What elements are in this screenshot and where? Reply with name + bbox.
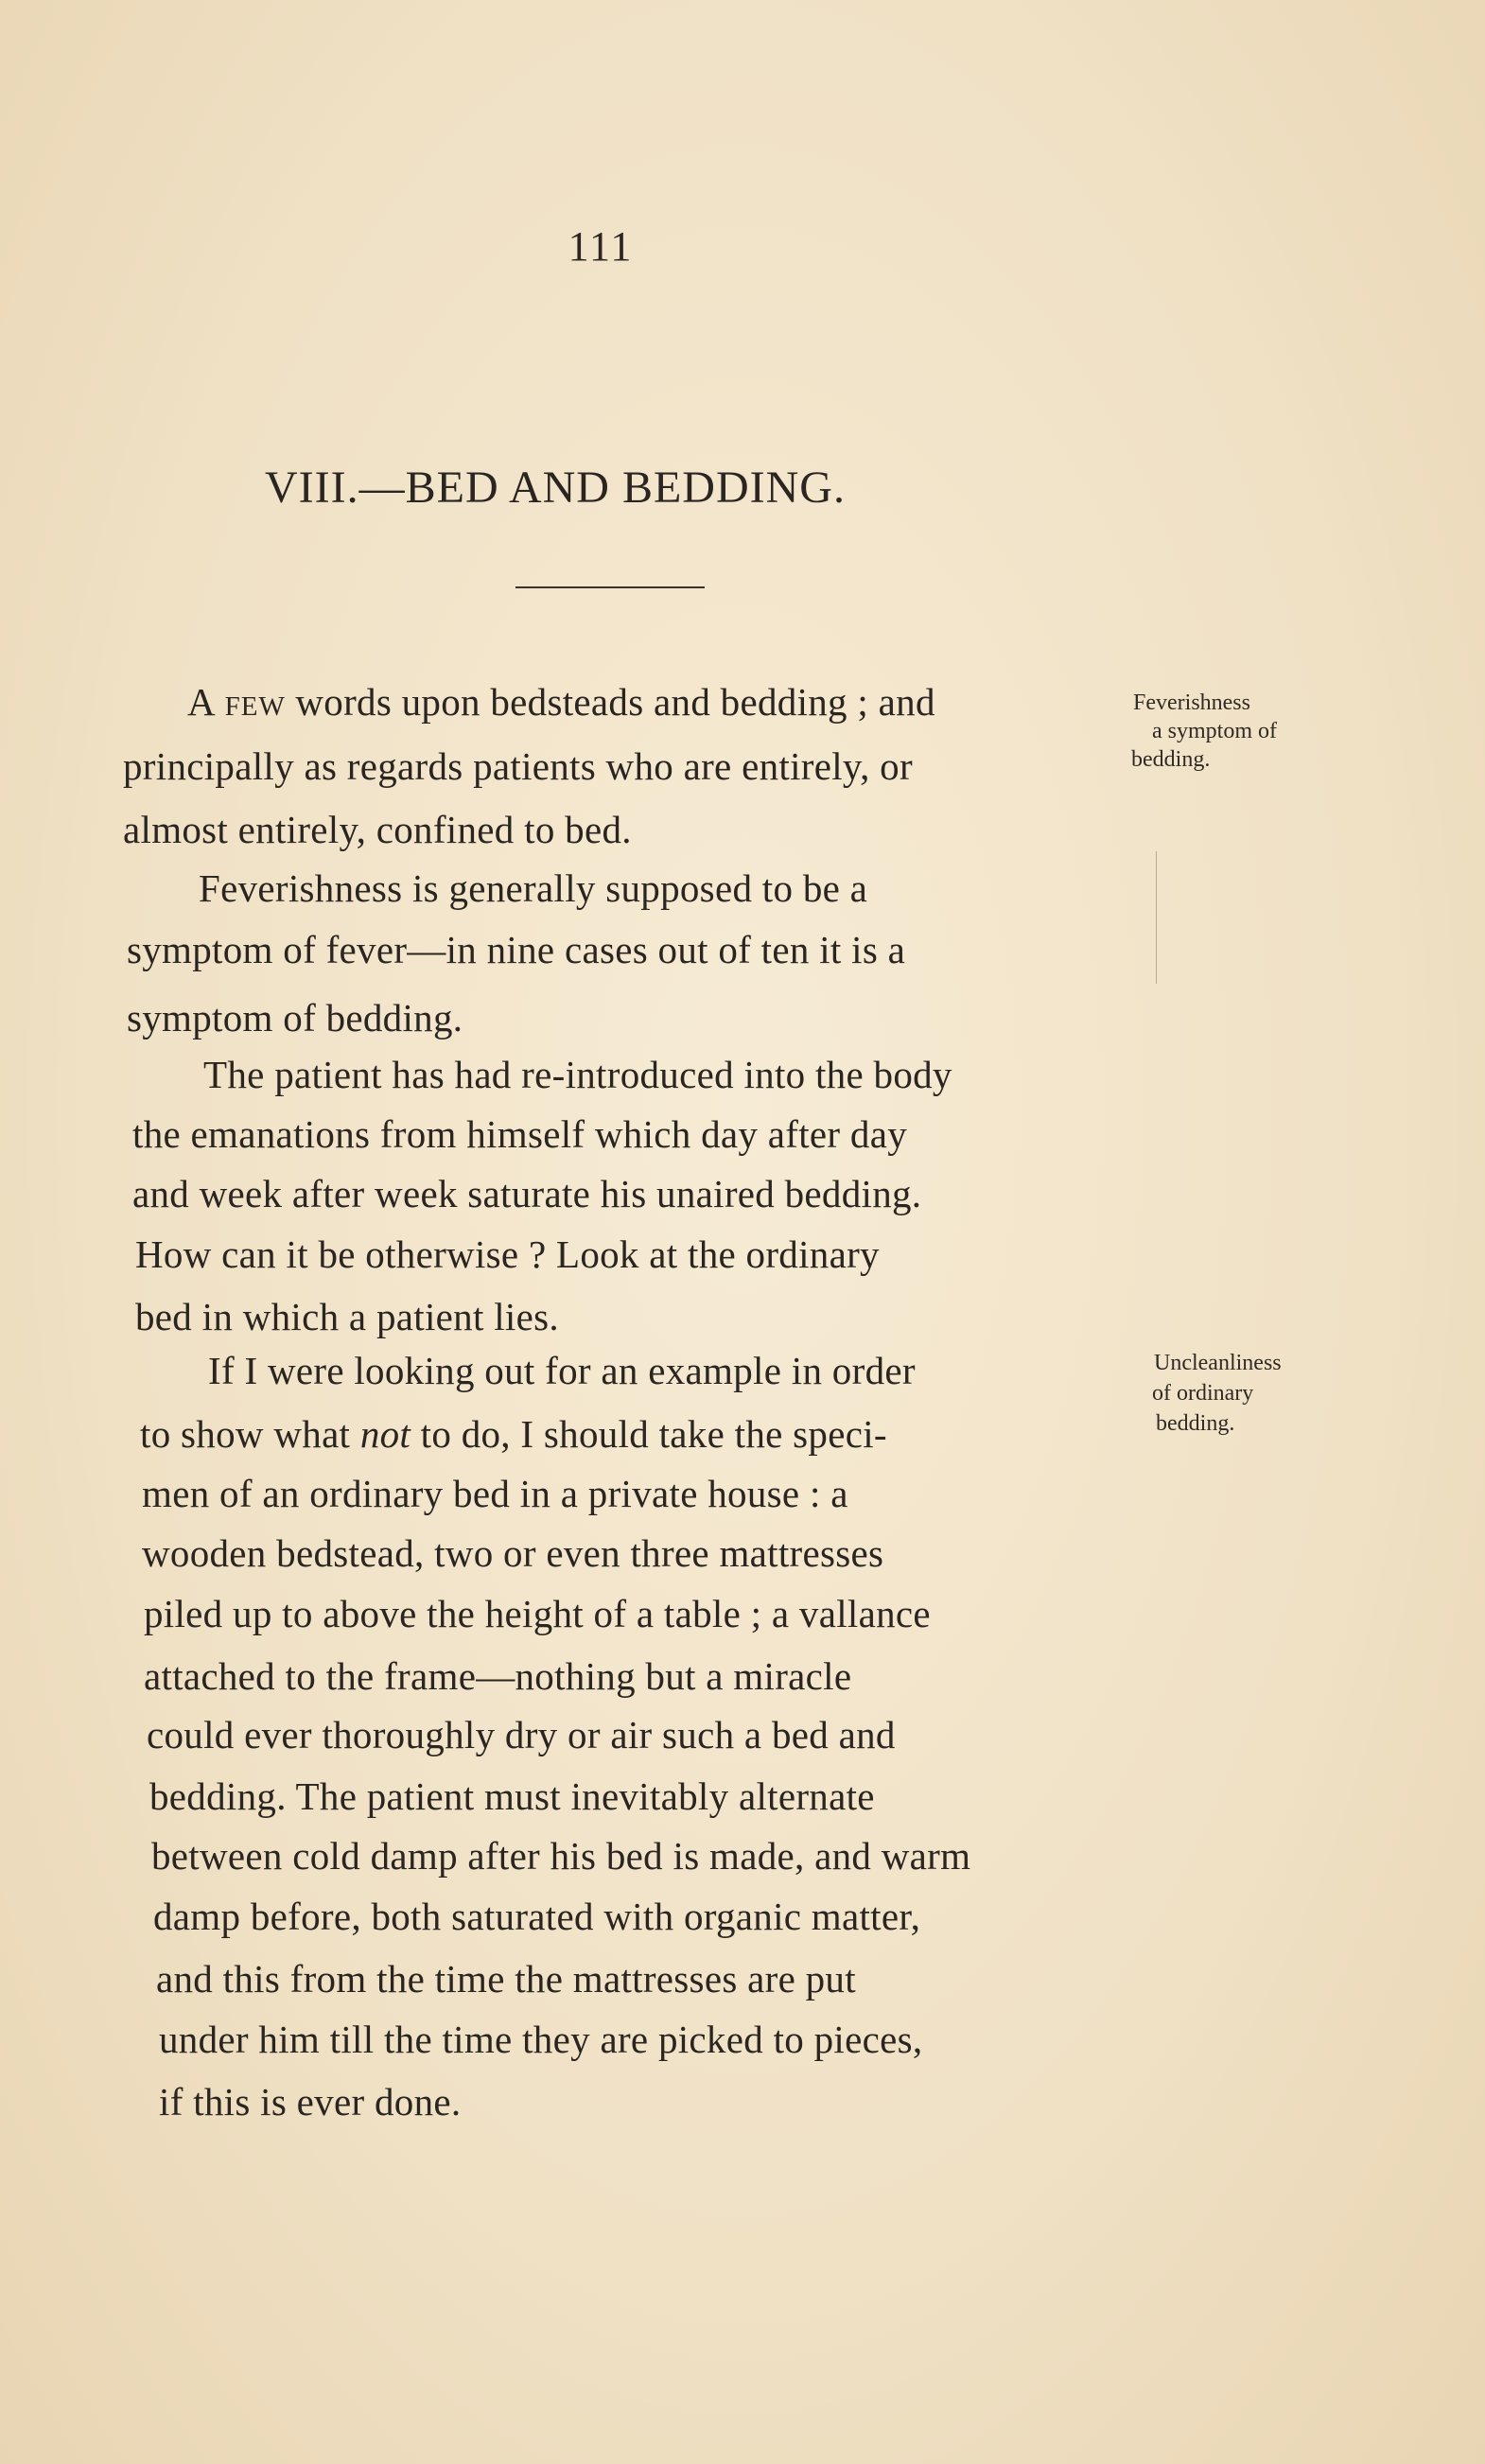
- small-caps-opening: A few: [187, 680, 286, 724]
- body-line: [187, 679, 935, 725]
- body-line: under him till the time they are picked to pieces,: [159, 2018, 923, 2061]
- body-line: the emanations from himself which day after day: [132, 1112, 908, 1156]
- body-line: if this is ever done.: [159, 2080, 462, 2123]
- margin-mark: [1156, 851, 1157, 984]
- body-line: bedding. The patient must inevitably alternate: [149, 1774, 875, 1818]
- line-text: to show what: [140, 1412, 360, 1456]
- body-line: almost entirely, confined to bed.: [123, 808, 632, 851]
- title-rule: [515, 586, 705, 588]
- sidenote-line: Feverishness: [1133, 690, 1250, 715]
- sidenote-line: bedding.: [1131, 747, 1211, 772]
- body-line: principally as regards patients who are entirely, or: [123, 744, 913, 788]
- body-line: piled up to above the height of a table ; a vallance: [144, 1592, 931, 1635]
- body-line: attached to the frame—nothing but a miracle: [144, 1654, 852, 1698]
- body-line: men of an ordinary bed in a private house : a: [142, 1472, 848, 1515]
- body-line: [140, 1411, 887, 1457]
- line-text: words upon bedsteads and bedding ; and: [285, 680, 935, 724]
- body-line: could ever thoroughly dry or air such a bed and: [147, 1713, 896, 1756]
- body-line: Feverishness is generally supposed to be a: [199, 866, 868, 910]
- sidenote-line: a symptom of: [1152, 719, 1277, 743]
- sidenote-line: bedding.: [1156, 1411, 1235, 1436]
- body-line: between cold damp after his bed is made, and warm: [151, 1834, 971, 1878]
- body-line: and this from the time the mattresses are put: [156, 1957, 856, 2001]
- page-number: 111: [568, 223, 634, 270]
- body-line: and week after week saturate his unaired bedding.: [132, 1172, 922, 1215]
- body-line: How can it be otherwise ? Look at the ordinary: [135, 1232, 880, 1276]
- chapter-title: VIII.—BED AND BEDDING.: [265, 463, 846, 513]
- body-line: symptom of bedding.: [127, 996, 463, 1040]
- body-line: If I were looking out for an example in order: [208, 1349, 916, 1392]
- body-line: damp before, both saturated with organic matter,: [153, 1895, 921, 1938]
- line-text: to do, I should take the speci-: [411, 1412, 887, 1456]
- body-line: The patient has had re-introduced into the body: [203, 1053, 952, 1096]
- body-line: symptom of fever—in nine cases out of ten it is a: [127, 928, 906, 971]
- body-line: wooden bedstead, two or even three mattresses: [142, 1531, 884, 1575]
- emphasis-not: not: [359, 1412, 411, 1456]
- body-line: bed in which a patient lies.: [135, 1295, 559, 1338]
- sidenote-line: of ordinary: [1152, 1381, 1254, 1406]
- sidenote-line: Uncleanliness: [1154, 1351, 1282, 1375]
